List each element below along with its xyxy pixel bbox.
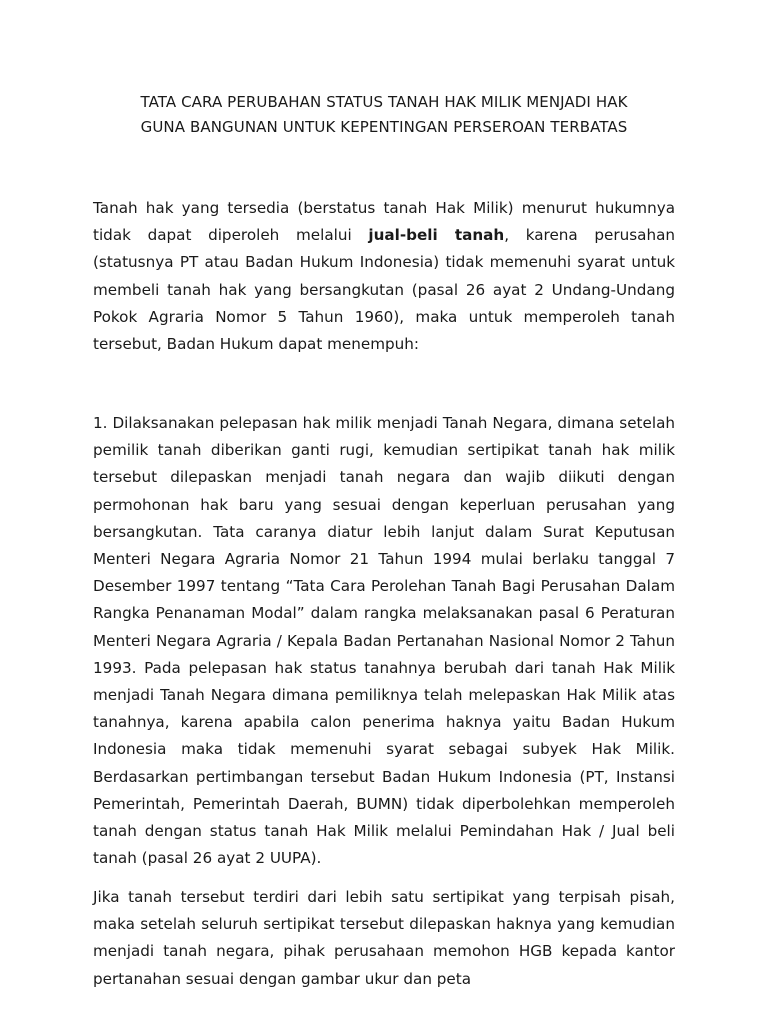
intro-text-after: , karena perusahan (statusnya PT atau Badan Hukum Indonesia) tidak memenuhi syarat untuk membeli tanah hak yang bersangkutan (pasal 26 ayat 2 Undang-Undang Pokok Agraria Nomor 5 Tahun 1960), maka untuk memperoleh tanah tersebut, Badan Hukum dapat menempuh: xyxy=(93,226,676,354)
title-line-2: GUNA BANGUNAN UNTUK KEPENTINGAN PERSEROAN TERBATAS xyxy=(140,118,628,136)
title-line-1: TATA CARA PERUBAHAN STATUS TANAH HAK MILIK MENJADI HAK xyxy=(140,93,628,111)
intro-text-before: Tanah hak yang tersedia (berstatus tanah Hak Milik) menurut hukumnya tidak dapat diperoleh melalui xyxy=(93,199,675,245)
document-title xyxy=(80,90,688,140)
intro-paragraph xyxy=(93,195,675,358)
point-1-continued-paragraph: Jika tanah tersebut terdiri dari lebih satu sertipikat yang terpisah pisah, maka setelah seluruh sertipikat tersebut dilepaskan haknya yang kemudian menjadi tanah negara, pihak perusahaan memohon HGB kepada kantor pertanahan sesuai dengan gambar ukur dan peta xyxy=(93,888,675,988)
point-1-paragraph: 1. Dilaksanakan pelepasan hak milik menjadi Tanah Negara, dimana setelah pemilik tanah diberikan ganti rugi, kemudian sertipikat tanah hak milik tersebut dilepaskan menjadi tanah negara dan wajib diikuti dengan permohonan hak baru yang sesuai dengan keperluan perusahan yang bersangkutan. Tata caranya diatur lebih lanjut dalam Surat Keputusan Menteri Negara Agraria Nomor 21 Tahun 1994 mulai berlaku tanggal 7 Desember 1997 tentang “Tata Cara Perolehan Tanah Bagi Perusahan Dalam Rangka Penanaman Modal” dalam rangka melaksanakan pasal 6 Peraturan Menteri Negara Agraria / Kepala Badan Pertanahan Nasional Nomor 2 Tahun 1993. Pada pelepasan hak status tanahnya berubah dari tanah Hak Milik menjadi Tanah Negara dimana pemiliknya telah melepaskan Hak Milik atas tanahnya, karena apabila calon penerima haknya yaitu Badan Hukum Indonesia maka tidak memenuhi syarat sebagai subyek Hak Milik. Berdasarkan pertimbangan tersebut Badan Hukum Indonesia (PT, Instansi Pemerintah, Pemerintah Daerah, BUMN) tidak diperbolehkan memperoleh tanah dengan status tanah Hak Milik melalui Pemindahan Hak / Jual beli tanah (pasal 26 ayat 2 UUPA). xyxy=(93,414,675,868)
intro-bold-term: jual-beli tanah xyxy=(368,226,505,245)
